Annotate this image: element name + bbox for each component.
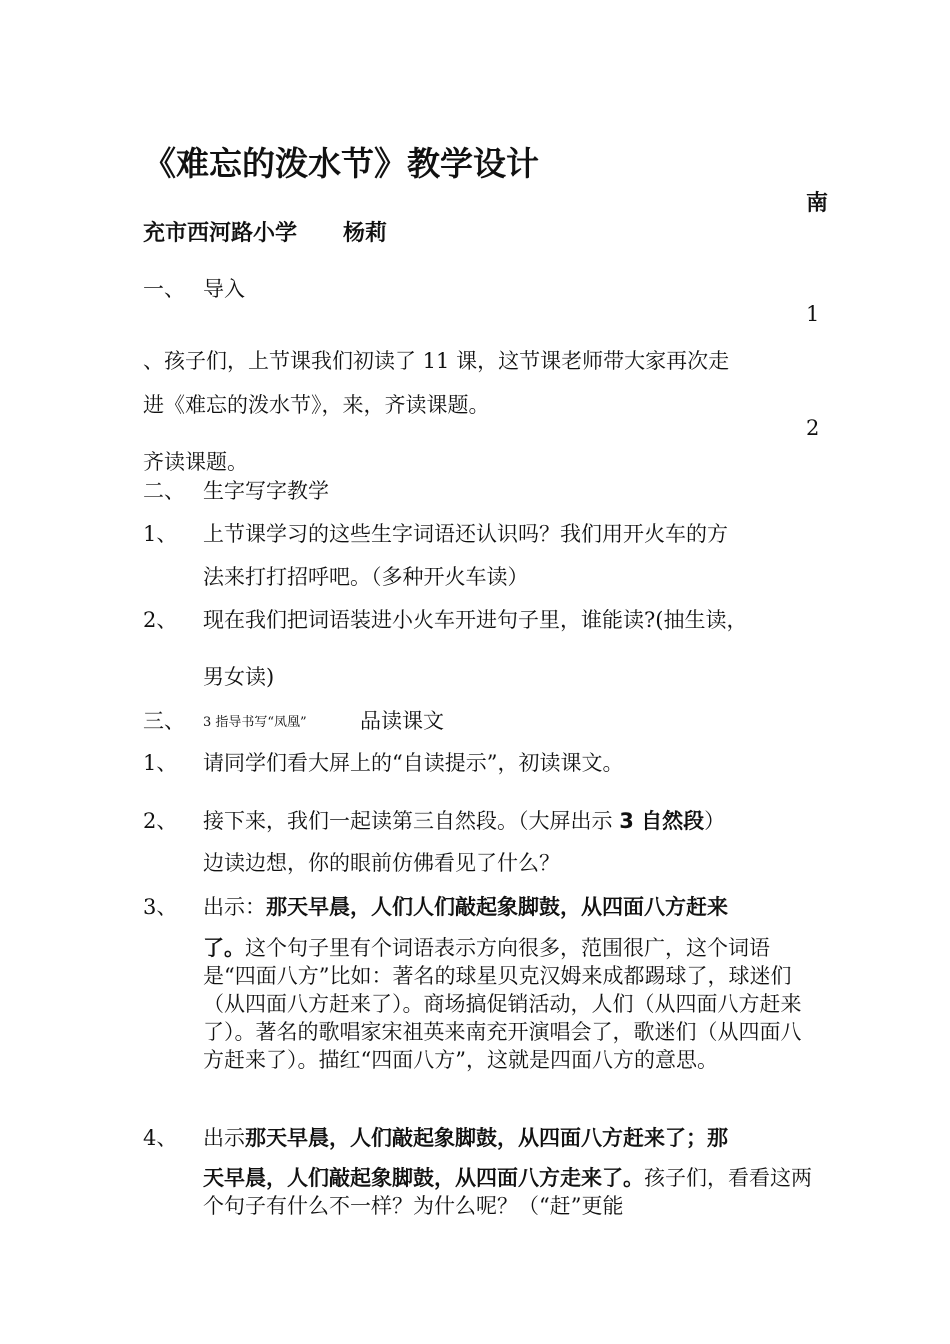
item-1-1-number: 1 (806, 302, 820, 326)
item-3-2-line1 (203, 805, 725, 835)
section-3-small-note: 3 指导书写“凤凰” (203, 715, 307, 730)
item-2-1-line2: 法来打打招呼吧。（多种开火车读） (203, 565, 529, 589)
item-3-3-para-bold: 了。 (203, 936, 245, 960)
item-2-2-line1: 现在我们把词语装进小火车开进句子里，谁能读?(抽生读， (203, 608, 748, 632)
item-3-1-line1: 请同学们看大屏上的“自读提示”，初读课文。 (203, 751, 624, 775)
section-1-number: 一、 (143, 277, 185, 301)
item-3-3-line1-bold: 那天早晨，人们人们敲起象脚鼓，从四面八方赶来 (266, 895, 728, 919)
item-2-1-line1: 上节课学习的这些生字词语还认识吗？我们用开火车的方 (203, 522, 728, 546)
item-3-3-line1 (203, 891, 728, 921)
item-1-1-line1: 、孩子们，上节课我们初读了 11 课，这节课老师带大家再次走 (143, 349, 730, 373)
author-line-a: 南 (806, 191, 829, 216)
item-3-4-line1 (203, 1122, 728, 1152)
item-3-4-line1-a: 出示 (203, 1126, 245, 1150)
document-title: 《难忘的泼水节》教学设计 (143, 144, 539, 183)
item-3-2-line1-a: 接下来，我们一起读第三自然段。（大屏出示 (203, 809, 620, 833)
item-3-2-number: 2、 (143, 809, 178, 833)
author-line-b: 充市西河路小学 杨莉 (143, 221, 387, 246)
item-3-3-line1-a: 出示： (203, 895, 266, 919)
section-1-heading: 导入 (203, 277, 245, 301)
item-1-1-line2: 进《难忘的泼水节》，来，齐读课题。 (143, 393, 490, 417)
item-3-4-paragraph (203, 1164, 813, 1220)
section-2-heading: 生字写字教学 (203, 479, 329, 503)
item-2-2-line2: 男女读) (203, 665, 275, 689)
item-1-2-number: 2 (806, 416, 820, 440)
item-3-4-number: 4、 (143, 1126, 178, 1150)
item-3-3-para-text: 这个句子里有个词语表示方向很多，范围很广，这个词语是“四面八方”比如：著名的球星贝克汉姆来成都踢球了，球迷们（从四面八方赶来了）。商场搞促销活动，人们（从四面八方赶来了）。著名的歌唱家宋祖英来南充开演唱会了，歌迷们（从四面八方赶来了）。描红“四面八方”，这就是四面八方的意思。 (203, 936, 802, 1072)
item-2-1-number: 1、 (143, 522, 178, 546)
section-3-heading: 品读课文 (360, 709, 444, 733)
item-3-4-line1-bold: 那天早晨，人们敲起象脚鼓，从四面八方赶来了；那 (245, 1126, 728, 1150)
item-3-4-para-bold: 天早晨，人们敲起象脚鼓，从四面八方走来了。 (203, 1166, 644, 1190)
item-3-4-para-text: 孩子们，看看这两个句子有什么不一样？为什么呢？（“赶”更能 (203, 1166, 812, 1218)
item-3-2-line2: 边读边想，你的眼前仿佛看见了什么？ (203, 851, 560, 875)
section-2-number: 二、 (143, 479, 185, 503)
item-2-2-number: 2、 (143, 608, 178, 632)
item-1-2-line1: 齐读课题。 (143, 450, 248, 474)
section-3-number: 三、 (143, 709, 185, 733)
item-3-2-line1-c: ） (704, 809, 726, 833)
item-3-2-line1-bold: 3 自然段 (619, 809, 705, 833)
item-3-3-paragraph (203, 934, 813, 1074)
item-3-1-number: 1、 (143, 751, 178, 775)
item-3-3-number: 3、 (143, 895, 178, 919)
